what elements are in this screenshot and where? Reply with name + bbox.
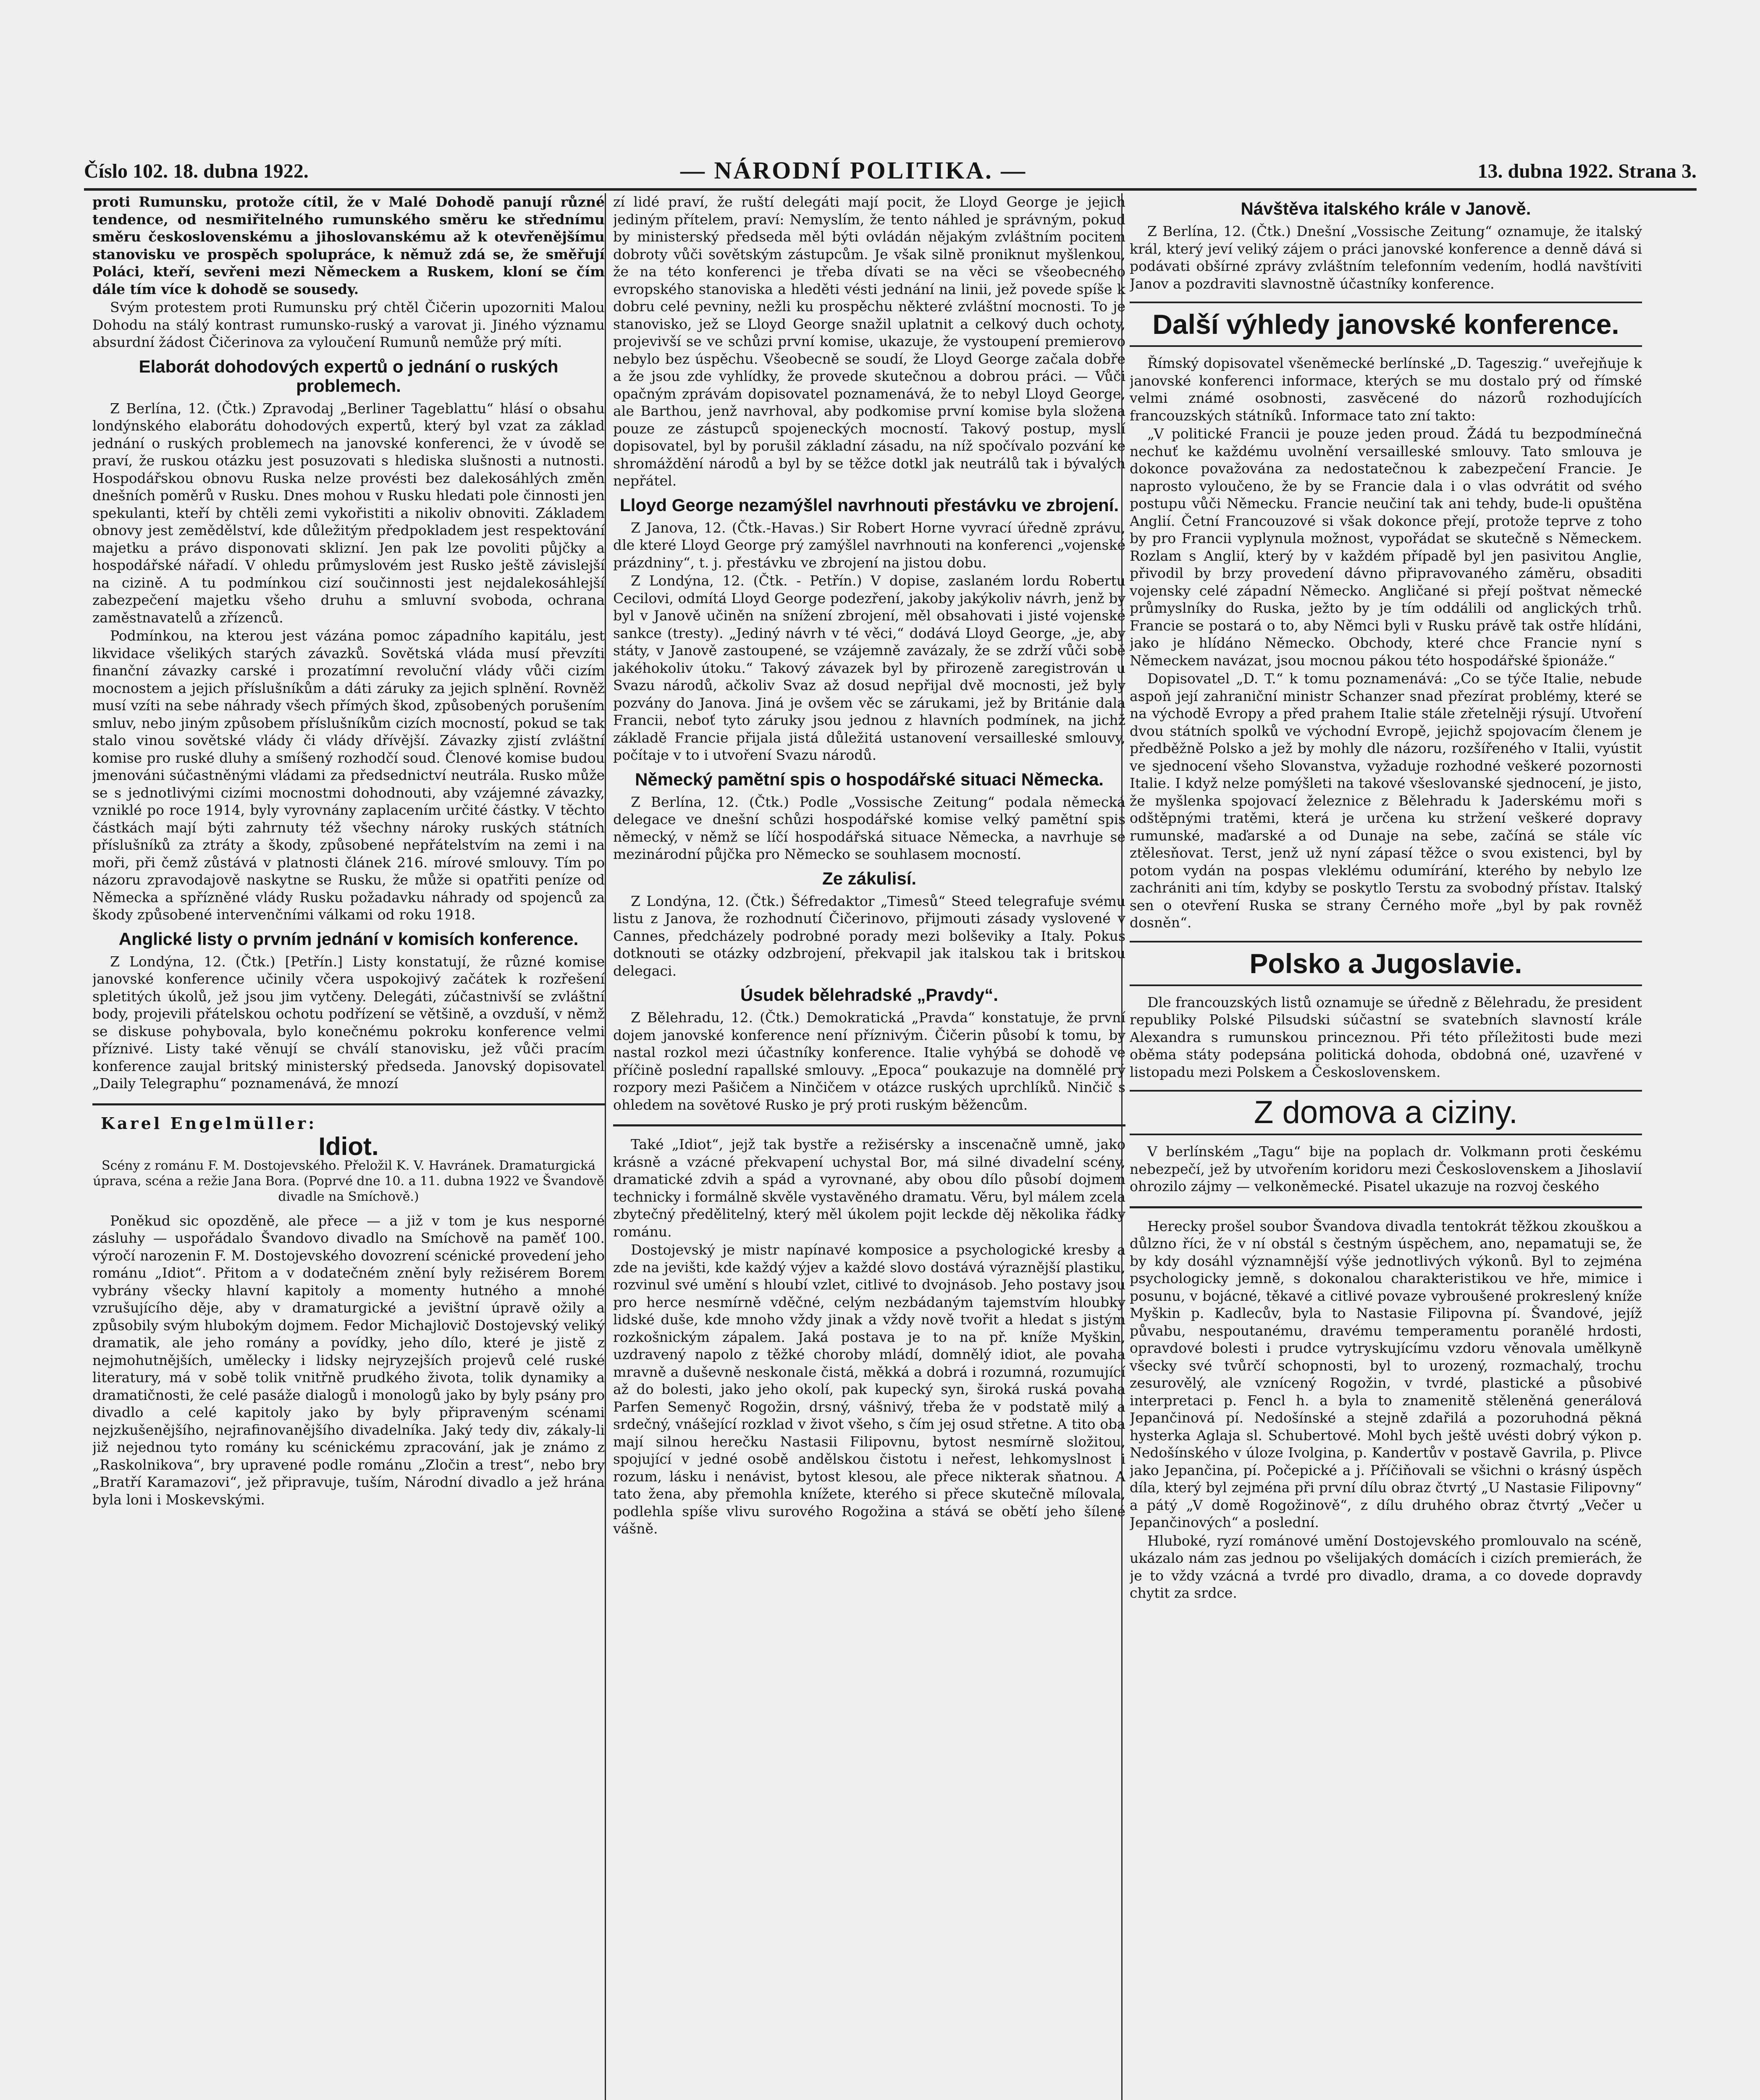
article-text: Z Londýna, 12. (Čtk.) [Petřín.] Listy konstatují, že různé komise janovské konference učinily včera uspokojivý začátek k rozřešení spletitých úkolů, jež jsou jim vytčeny. Delegáti, zúčastnivší se zvláštní body, projevili přátelskou ochotu podřízení se většině, a ovzduší, v němž se diskuse pohybovala, bylo konečnému pokroku konference velmi příznivé. Listy také věnují se chválí stanovisku, jež vůči pracím konference zaujal britský ministerský předseda. Janovský dopisovatel „Daily Telegraphu“ poznamenává, že mnozí <box>92 953 605 1092</box>
article-text: Z Berlína, 12. (Čtk.) Dnešní „Vossische Zeitung“ oznamuje, že italský král, který jeví veliký zájem o práci janovské konference a denně dává si podávati obšírné zprávy zvláštním telefonním vedením, hodlá navštíviti Janov a pozdraviti slavnostně účastníky konference. <box>1130 223 1642 292</box>
headline-dalsi-vyhledy: Další výhledy janovské konference. <box>1130 302 1642 347</box>
date-page: 13. dubna 1922. Strana 3. <box>1477 160 1697 182</box>
feuilleton-title: Idiot. <box>318 1132 379 1160</box>
issue-number: Číslo 102. 18. dubna 1922. <box>84 160 309 182</box>
column-1 <box>92 193 605 2100</box>
feuilleton-divider <box>1130 1206 1642 1208</box>
column-3 <box>1130 193 1642 2100</box>
headline-anglicke-listy: Anglické listy o prvním jednání v komisích konference. <box>118 929 579 949</box>
article-text: zí lidé praví, že ruští delegáti mají pocit, že Lloyd George je jejich jediným přítelem, praví: Nemyslím, že tento náhled je správným, pokud by ministerský předseda měl býti ovládán nějakým zvláštním pocitem dobroty vůči sovětským zástupcům. Je však silně proniknut myšlenkou, že na této konferenci je třeba dívati se na věci se všeobecného evropského stanoviska a hleděti vésti jednání na linii, jež povede spíše k dobru celé pevniny, nežli ku prospěchu některé zvláštní mocnosti. To je stanovisko, jež se Lloyd George snažil uplatnit a celkový duch ochoty, projevivší se ve schůzi první komise, ukazuje, že vystoupení premierovo nebylo bez úspěchu. Všeobecně se soudí, že Lloyd George začala dobře a že jsou zde vyhlídky, že provede skutečnou a dobrou práci. — Vůči opačným zprávám dopisovatel poznamenává, že to nebyl Lloyd George, ale Barthou, jenž navrhoval, aby podkomise první komise byla složena pouze ze zástupců spojeneckých mocností. Takový postup, myslí dopisovatel, byl by porušil základní zásadu, na níž spočívalo pozvání ke shromáždění národů a byl by se těžce dotkl jak neutrálů tak i bývalých nepřátel. <box>613 194 1125 489</box>
headline-elaborat: Elaborát dohodových expertů o jednání o ruských problemech. <box>139 356 559 396</box>
newspaper-title: — NÁRODNÍ POLITIKA. — <box>680 157 1027 184</box>
feuilleton-author: Karel Engelmüller: <box>101 1113 317 1133</box>
headline-nemecky-spis: Německý pamětní spis o hospodářské situaci Německa. <box>635 769 1104 789</box>
column-separator <box>605 193 606 2100</box>
masthead-rule <box>84 188 1697 191</box>
article-text: Z Londýna, 12. (Čtk. - Petřín.) V dopise, zaslaném lordu Robertu Cecilovi, odmítá Lloyd George podezření, jakoby jakýkoliv návrh, jenž by byl v Janově učiněn na snížení zbrojení, měl obsahovati i jisté vojenské sankce (tresty). „Jediný návrh v té věci,“ dodává Lloyd George, „je, aby státy, v Janově zastoupené, se vzájemně zavázaly, že se zdrží vůči sobě jakéhokoliv útoku.“ Takový závazek byl by přirozeně zaregistrován u Svazu národů, ačkoliv Svaz až dosud nepřijal dvě mocnosti, jež byly pozvány do Janova. Jiná je ovšem věc se zárukami, jež by Británie dala Francii, neboť tyto záruky jsou jednou z hlavních podmínek, na jichž základě Francie přijala jistá důležitá ustanovení versailleské smlouvy, počítaje v to i utvoření Svazu národů. <box>613 572 1125 763</box>
feuilleton-subtitle: Scény z románu F. M. Dostojevského. Přeložil K. V. Havránek. Dramaturgická úprava, scéna a režie Jana Bora. (Poprvé dne 10. a 11. dubna 1922 ve Švandově divadle na Smíchově.) <box>93 1158 604 1204</box>
headline-polsko-jugoslavie: Polsko a Jugoslavie. <box>1130 941 1642 986</box>
article-text: Z Berlína, 12. (Čtk.) Zpravodaj „Berliner Tageblattu“ hlásí o obsahu londýnského elaborátu dohodových expertů, který byl vzat za základ jednání o ruských problemech na janovské konferenci, že v úvodě se praví, že ruskou otázku jest posuzovati s hlediska slušnosti a nutnosti. Hospodářskou obnovu Ruska nelze provésti bez dalekosáhlých změn dnešních poměrů v Rusku. Dnes mohou v Rusku hledati pole činnosti jen spekulanti, kteří by chtěli zemi vykořistiti a nikoliv obnoviti. Základem obnovy jest zemědělství, kde důležitým předpokladem jest respektování majetku a právo disponovati sklizní. Jen pak lze povoliti půjčky a hospodářské nářadí. V ohledu průmyslovém jest Rusko ještě závislejší na cizině. A tu podmínkou cizí součinnosti jest nejdalekosáhlejší zabezpečení majetku všeho druhu a smluvní svoboda, ochrana zaměstnavatelů a zřízenců. <box>92 400 605 626</box>
article-text: Z Berlína, 12. (Čtk.) Podle „Vossische Zeitung“ podala německá delegace ve dnešní schůzi hospodářské komise velký pamětní spis německý, v němž se líčí hospodářská situace Německa, a navrhuje se mezinárodní půjčka pro Německo se souhlasem mocností. <box>613 793 1125 862</box>
feuilleton-text: Poněkud sic opozděně, ale přece — a již v tom je kus nesporné zásluhy — uspořádalo Švandovo divadlo na Smíchově na paměť 100. výročí narozenin F. M. Dostojevského dovozrení scénické provedení jeho románu „Idiot“. Přitom a v dodatečném znění byly režisérem Borem vybrány všecky hlavní kapitoly a momenty hutného a mnohé vzrušujícího děje, aby v dramaturgické a jevištní úpravě ožily a způsobily svým hlubokým dojmem. Fedor Michajlovič Dostojevský veliký dramatik, ale jeho romány a povídky, jeho dílo, které je jistě z nejmohutnějších, umělecky i lidsky nejryzejších projevů celé ruské literatury, má v sobě tolik vnitřně prudkého života, tolik dynamiky a dramatičnosti, že celé pasáže dialogů i monologů jako by byly psány pro divadlo a celé kapitoly jako by byly připraveným scénami nejzkušenějšího, nejrafinovanějšího divadelníka. Jaký tedy div, zákaly-li již nejednou tyto romány ku scénickému zpracování, jak je známo z „Raskolnikova“, bry upravené podle románu „Zločin a trest“, nebo bry „Bratří Karamazovi“, jež připravuje, tuším, Národní divadlo a jež hrána byla loni i Moskevskými. <box>92 1212 605 1508</box>
article-text: Z Janova, 12. (Čtk.-Havas.) Sir Robert Horne vyvrací úředně zprávu, dle které Lloyd George prý zamýšlel navrhnouti na konferenci „vojenské prázdniny“, t. j. přestávku ve zbrojení na jistou dobu. <box>613 519 1125 571</box>
feuilleton-divider <box>613 1124 1125 1126</box>
headline-navsteva-krale: Návštěva italského krále v Janově. <box>1241 199 1531 218</box>
article-text: Svým protestem proti Rumunsku prý chtěl Čičerin upozorniti Malou Dohodu na stálý kontrast rumunsko-ruský a varovat ji. Jiného významu absurdní žádost Čičerinova za vyloučení Rumunů nemůže prý míti. <box>92 299 605 350</box>
article-text: Podmínkou, na kterou jest vázána pomoc západního kapitálu, jest likvidace všelikých starých závazků. Sovětská vláda musí převzíti finanční závazky carské i prozatímní revoluční vlády vůči cizím mocnostem a jejich příslušníkům a dáti záruky za jejich splnění. Rovněž musí vzíti na sebe náhrady všech přímých škod, způsobených porušením smluv, nebo jiným způsobem příslušníkům cizích mocností, pokud se tak stalo vinou sovětské vlády či vlády dřívější. Závazky zjistí zvláštní komise pro ruské dluhy a smíšený rozhodčí soud. Členové komise budou jmenováni súčastněnými vládami za předsednictví neutrála. Rusko může se s jednotlivými cizími mocnostmi dohodnouti, aby vzájemné závazky, vzniklé po roce 1914, byly vyrovnány zaplacením určité částky. V těchto částkách mají býti zahrnuty též všechny nároky ruských státních příslušníků za ztráty a škody, způsobené nepřátelstvím na zemi i na moři, při čemž zůstává v platnosti článek 216. mírové smlouvy. Tím po názoru zpravodajově naskytne se Rusku, že může si opatřiti peníze od Německa a spřízněné vlády Rusku požadavku náhrady od spojenců za škody způsobené intervenčními válkami od roku 1918. <box>92 627 605 923</box>
headline-usudek-pravdy: Úsudek bělehradské „Pravdy“. <box>740 985 998 1005</box>
masthead <box>84 151 1697 189</box>
article-text: Z Londýna, 12. (Čtk.) Šéfredaktor „Timesů“ Steed telegrafuje svému listu z Janova, že rozhodnutí Čičerinovo, přijmouti zásady vyslovené v Cannes, předcházely podrobné porady mezi bolševiky a Italy. Pokus dotknouti se otázky odzbrojení, překvapil jak italskou tak i britskou delegaci. <box>613 892 1125 979</box>
feuilleton-divider <box>92 1103 605 1105</box>
article-text: Dle francouzských listů oznamuje se úředně z Bělehradu, že president republiky Polské Pilsudski súčastní se svatebních slavností krále Alexandra s rumunskou princeznou. Při této příležitosti bude mezi oběma státy podepsána politická dohoda, obdobná oné, uzavřené v listopadu mezi Polskem a Československem. <box>1130 994 1642 1080</box>
article-text: „V politické Francii je pouze jeden proud. Žádá tu bezpodmínečná nechuť ke každému uvolnění versailleské smlouvy. Tato smlouva je dokonce považována za nedostatečnou k zabezpečení Francie. Je naprosto vyloučeno, že by se Francie dala i o vlas odvrátit od svého postupu vůči Německu. Francie neučiní tak ani tehdy, bude-li opuštěna Anglií. Četní Francouzové si však dokonce přejí, protože teprve z toho by pro Francii vyplynula možnost, vypořádat se skutečně s Německem. Rozlam s Anglií, který by v každém případě byl jen pasivitou Anglie, přivodil by brzy provedení dávno připravovaného záměru, obsaditi vojensky celé západní Německo. Angličané si přejí poštvat německé průmyslníky do Ruska, ježto by je tím oddálili od anglických trhů. Francie se postará o to, aby Němci byli v Rusku právě tak ostře hlídáni, jako je hlídáno Německo. Obchody, které chce Francie nyní s Německem navázat, jsou mocnou pákou této hospodářské špionáže.“ <box>1130 425 1642 669</box>
headline-lloyd-george: Lloyd George nezamýšlel navrhnouti přestávku ve zbrojení. <box>620 495 1119 515</box>
article-text: V berlínském „Tagu“ bije na poplach dr. Volkmann proti českému nebezpečí, jež by utvořením koridoru mezi Československem a Jihoslavií ohrozilo zájmy — velkoněmecké. Pisatel ukazuje na rozvoj českého <box>1130 1143 1642 1194</box>
headline-ze-zakulisi: Ze zákulisí. <box>822 868 917 888</box>
article-text: Dopisovatel „D. T.“ k tomu poznamenává: „Co se týče Italie, nebude aspoň její zahraniční ministr Schanzer snad přezírat problémy, které se na východě Evropy a před prahem Italie stále zřetelněji rýsují. Utvoření dvou státních spolků ve východní Evropě, jejichž spojovacím členem je předběžně Polsko a jež by mohly dle názoru, rozšířeného v Italii, vyústit ve sjednocení všeho Slovanstva, vyžaduje rozhodné veškeré pozornosti Italie. I když nelze pomýšleti na takové všeslovanské sjednocení, je jisto, že myšlenka spojovací železnice z Bělehradu k Jaderskému moři s odštěpnými tratěmi, která je určena ku stržení veškeré dopravy rumunské, maďarské a od Dunaje na sebe, začíná se stále víc ztělesňovat. Terst, jenž už nyní zápasí těžce o svou existenci, byl by potom vydán na pospas vleklému odumírání, kterého by nebylo lze zachrániti ani tím, kdyby se poskytlo Terstu za svobodný přístav. Italský sen o otevření Ruska se strany Černého moře „byl by pak rovněž dosněn“. <box>1130 670 1642 931</box>
article-text: Z Bělehradu, 12. (Čtk.) Demokratická „Pravda“ konstatuje, že první dojem janovské konference není příznivým. Čičerin působí k tomu, by nastal rozkol mezi účastníky konference. Italie vyhýbá se dohodě ve příčině poslední rapallské smlouvy. „Epoca“ poukazuje na domnělé prý rozpory mezi Pašičem a Ninčičem v otázce ruských uprchlíků. Ninčič s ohledem na sovětové Rusko je prý proti ruským běžencům. <box>613 1009 1125 1113</box>
article-text: proti Rumunsku, protože cítil, že v Malé Dohodě panují různé tendence, od nesmiřitelného rumunského směru ke střednímu směru československému a jihoslovanskému až k otevřenějšímu stanovisku ve prospěch spolupráce, k němuž zdá se, že směřují Poláci, kteří, sevřeni mezi Německem a Ruskem, kloní se čím dále tím více k dohodě se sousedy. <box>92 194 605 297</box>
article-text: Římský dopisovatel všeněmecké berlínské „D. Tageszig.“ uveřejňuje k janovské konferenci informace, kterých se mu dostalo prý od římské velmi známé osobnosti, zasvěcené do názorů rozhodujících francouzských státníků. Informace tato zní takto: <box>1130 355 1642 424</box>
feuilleton-text: Herecky prošel soubor Švandova divadla tentokrát těžkou zkouškou a důlzno říci, že v ní obstál s čestným úspěchem, ano, nepamatuji se, že by kdy dosáhl významnější výše jednotlivých výkonů. Byl to zejména psychologicky jemně, s dokonalou charakteristikou ve hře, mimice i posunu, v bojácné, těkavé a citlivé povaze vybroušené prokreslený kníže Myškin p. Kadlecův, byla to Nastasie Filipovna pí. Švandové, jejíž půvabu, nespoutanému, dravému temperamentu poranělé hrdosti, opravdové bolesti i prudce vytryskujícímu vzdoru věnovala umělkyně všecky své tvůrčí schopnosti, byl to urozený, rozmachalý, trochu zesurovělý, ale vznícený Rogožin, v tvrdé, plastické a působivé interpretaci p. Fencl h. a byla to znamenitě stěleněná generálová Jepančinová pí. Nedošínské a stejně zdařilá a pozoruhodná pěkná hysterka Aglaja sl. Schubertové. Mohl bych ještě uvésti dobrý výkon p. Nedošínského v úloze Ivolgina, p. Kandertův v postavě Gavrila, p. Plivce jako Jepančina, pí. Počepické a j. Příčiňovali se všichni o krásný úspěch díla, který byl zejména při první dílu obraz čtvrtý „U Nastasie Filipovny“ a pátý „V domě Rogožinově“, z dílu druhého obraz čtvrtý „Večer u Jepančinových“ a poslední. <box>1130 1218 1642 1530</box>
feuilleton-text: Také „Idiot“, jejž tak bystře a režisérsky a inscenačně umně, jako krásně a vzácné překvapení uchystal Bor, má silné divadelní scény, dramatické zdvih a spád a vyrovnané, aby obou dílo působí dojmem technicky i formálně skvěle vystavěného dramatu. Věru, byl málem zcela zbytečný předělitelný, který měl úkolem pojit leckde děj několika řádky románu. <box>613 1136 1125 1240</box>
feuilleton-text: Dostojevský je mistr napínavé komposice a psychologické kresby a zde na jevišti, kde každý výjev a každé slovo dostává výraznější plastiku, rozvinul své umění s hloubí vzlet, citlivé to dvojnásob. Jeho postavy jsou pro herce nesmírně vděčné, celým nezbádaným tajemstvím hloubky lidské duše, kde mnoho vždy jinak a vždy nově tvořit a hledat s jistým rozkošnickým zápalem. Jaká postava je to na př. kníže Myškin, uzdravený napolo z těžké choroby mládí, domnělý idiot, ale povaha mravně a duševně neskonale čistá, měkká a dobrá i rozumná, rozumující až do bolesti, jako jeho okolí, pak kupecký syn, široká ruská povaha Parfen Semenyč Rogožin, drsný, vášnivý, třeba že v podstatě milý a srdečný, vnášející rozklad v život všeho, s čím jej osud střetne. A tito oba mají silnou herečku Nastasii Filipovnu, bytost nesmírně složitou, spojující v jedné osobě andělskou čistotu i neřest, lehkomyslnost i rozum, lásku i nenávist, bytost klesou, ale přece nikterak sňatnou. A tato žena, aby přemohla knížete, kterého si přece skutečně mílovala, podlehla spíše vlivu surového Rogožina a stává se obětí jeho šílené vášně. <box>613 1242 1125 1537</box>
feuilleton-text: Hluboké, ryzí románové umění Dostojevského promlouvalo na scéně, ukázalo nám zas jednou po všelijakých domácích i cizích premierách, že je to vždy vzácná a tvrdé pro divadlo, drama, a co dovede dopravdy chytit za srdce. <box>1130 1532 1642 1601</box>
column-2 <box>613 193 1125 2100</box>
headline-z-domova: Z domova a ciziny. <box>1130 1090 1642 1135</box>
